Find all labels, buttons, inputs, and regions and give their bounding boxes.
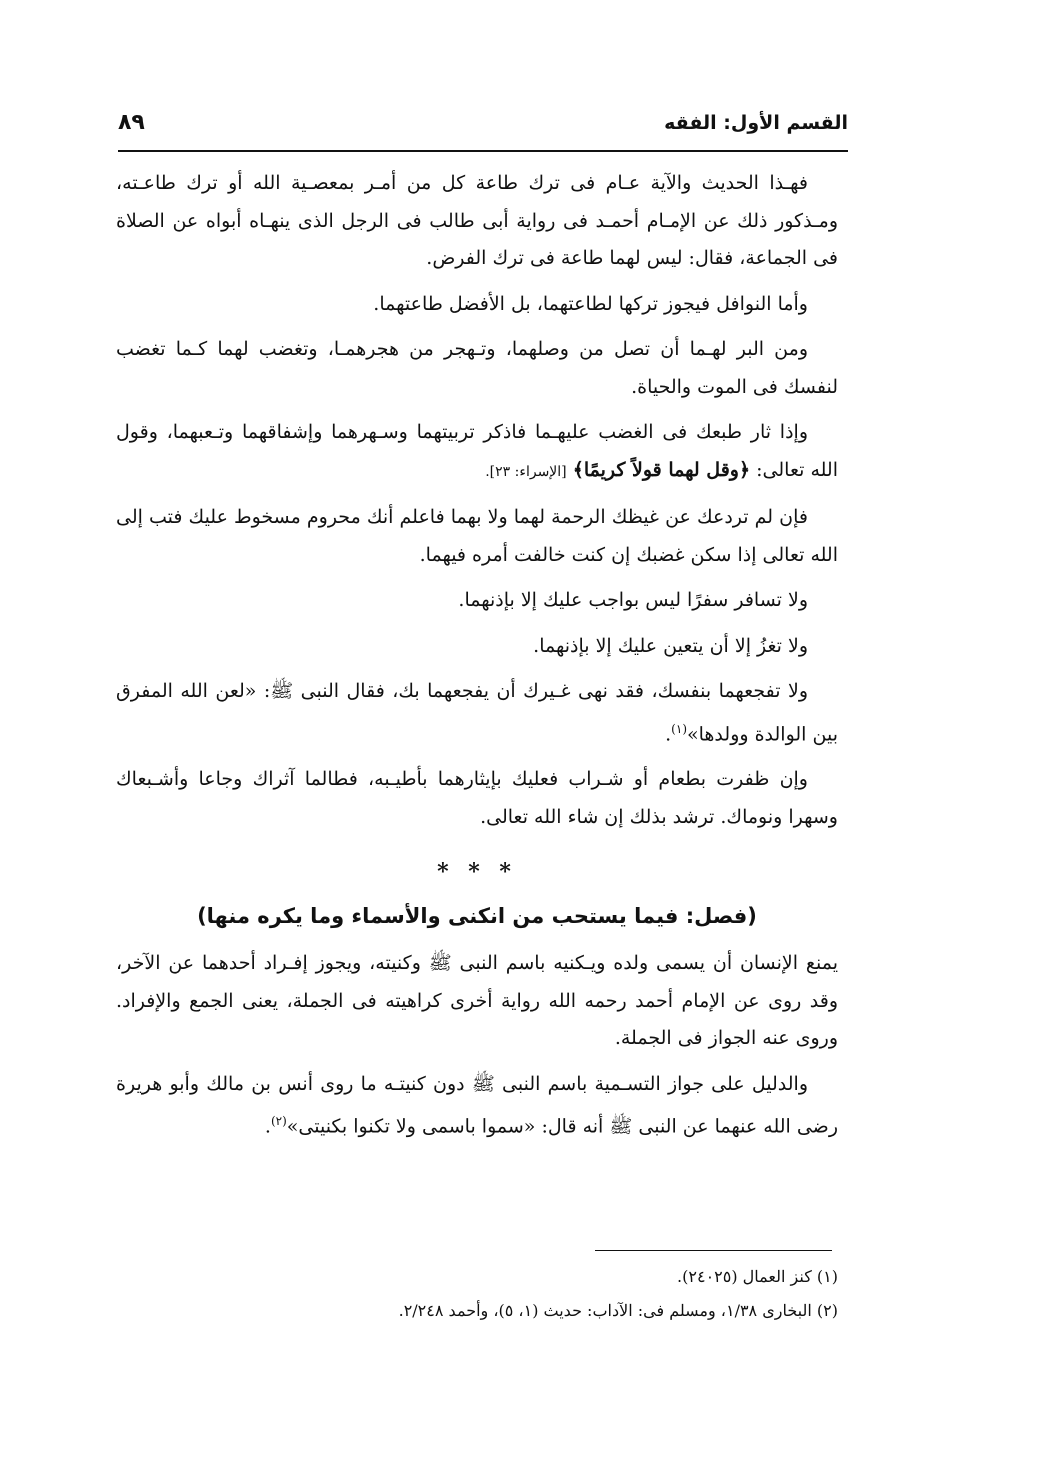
hadith-text: ولا تفجعهما بنفسك، فقد نهى غـيرك أن يفجعهما بك، فقال النبى ﷺ: «لعن الله المفرق بين الوالدة وولدها» [116, 680, 838, 745]
footnote: (٢) البخارى ١/٣٨، ومسلم فى: الآداب: حديث (١، ٥)، وأحمد ٢/٢٤٨. [398, 1301, 838, 1320]
verse-paragraph-text: وإذا ثار طبعك فى الغضب عليهـما فاذكر تربيتهما وسـهرهما وإشفاقهما وتـعبهما، وقول الله تعالى: [116, 421, 838, 481]
body-text [116, 165, 838, 1154]
hadith-paragraph [116, 673, 838, 753]
hadith-end: . [665, 722, 672, 745]
footnote-marker: (١) [671, 721, 687, 736]
paragraph: فهـذا الحديث والآية عـام فى ترك طاعة كل من أمـر بمعصـية الله أو ترك طاعـته، ومـذكور ذلك عن الإمـام أحمـد فى رواية أبى طالب فى الرجل الذى ينهـاه أبواه عن الصلاة فى الجماعة، فقال: ليس لهما طاعة فى ترك الفرض. [116, 172, 838, 269]
section-title: القسم الأول: الفقه [664, 112, 848, 134]
paragraph: يمنع الإنسان أن يسمى ولده ويـكنيه باسم النبى ﷺ وكنيته، ويجوز إفـراد أحدهما عن الآخر، وقد روى عن الإمام أحمد رحمه الله رواية أخرى كراهيته فى الجملة، يعنى الجمع والإفراد. وروى عنه الجواز فى الجملة. [116, 952, 838, 1050]
paragraph: وإن ظفرت بطعام أو شـراب فعليك بإيثارهما بأطيـبه، فطالما آثراك وجاعا وأشـبعاك وسهرا ونوماك. ترشد بذلك إن شاء الله تعالى. [116, 768, 838, 828]
evidence-paragraph [116, 1066, 838, 1146]
evidence-end: . [264, 1115, 271, 1138]
footnote-rule [595, 1250, 832, 1251]
page-number: ٨٩ [118, 110, 145, 135]
chapter-title: (فصل: فيما يستحب من انكنى والأسماء وما يكره منها) [197, 903, 757, 928]
paragraph: فإن لم تردعك عن غيظك الرحمة لهما ولا بهما فاعلم أنك محروم مسخوط عليك فتب إلى الله تعالى إذا سكن غضبك إن كنت خالفت أمره فيهما. [116, 506, 838, 566]
footnotes [116, 1260, 838, 1328]
section-separator: * * * [437, 859, 517, 886]
header-rule [118, 150, 848, 152]
paragraph: ومن البر لهـما أن تصل من وصلهما، وتـهجر من هجرهمـا، وتغضب لهما كـما تغضب لنفسك فى الموت والحياة. [116, 338, 838, 398]
footnote-marker: (٢) [270, 1114, 287, 1129]
page-header [118, 110, 848, 150]
footnote: (١) كنز العمال (٢٤٠٢٥). [677, 1267, 838, 1286]
paragraph: ولا تغزُ إلا أن يتعين عليك إلا بإذنهما. [533, 634, 808, 657]
paragraph: ولا تسافر سفرًا ليس بواجب عليك إلا بإذنهما. [458, 589, 808, 611]
quran-verse: ﴿وقل لهما قولاً كريمًا﴾ [572, 458, 751, 481]
verse-paragraph [116, 414, 838, 491]
evidence-text: والدليل على جواز التسـمية باسم النبى ﷺ دون كنيتـه ما روى أنس بن مالك وأبو هريرة رضى الله عنهما عن النبى ﷺ أنه قال: «سموا باسمى ولا تكنوا بكنيتى» [116, 1072, 838, 1138]
paragraph: وأما النوافل فيجوز تركها لطاعتهما، بل الأفضل طاعتهما. [373, 292, 808, 315]
verse-reference: [الإسراء: ٢٣]. [485, 463, 567, 480]
